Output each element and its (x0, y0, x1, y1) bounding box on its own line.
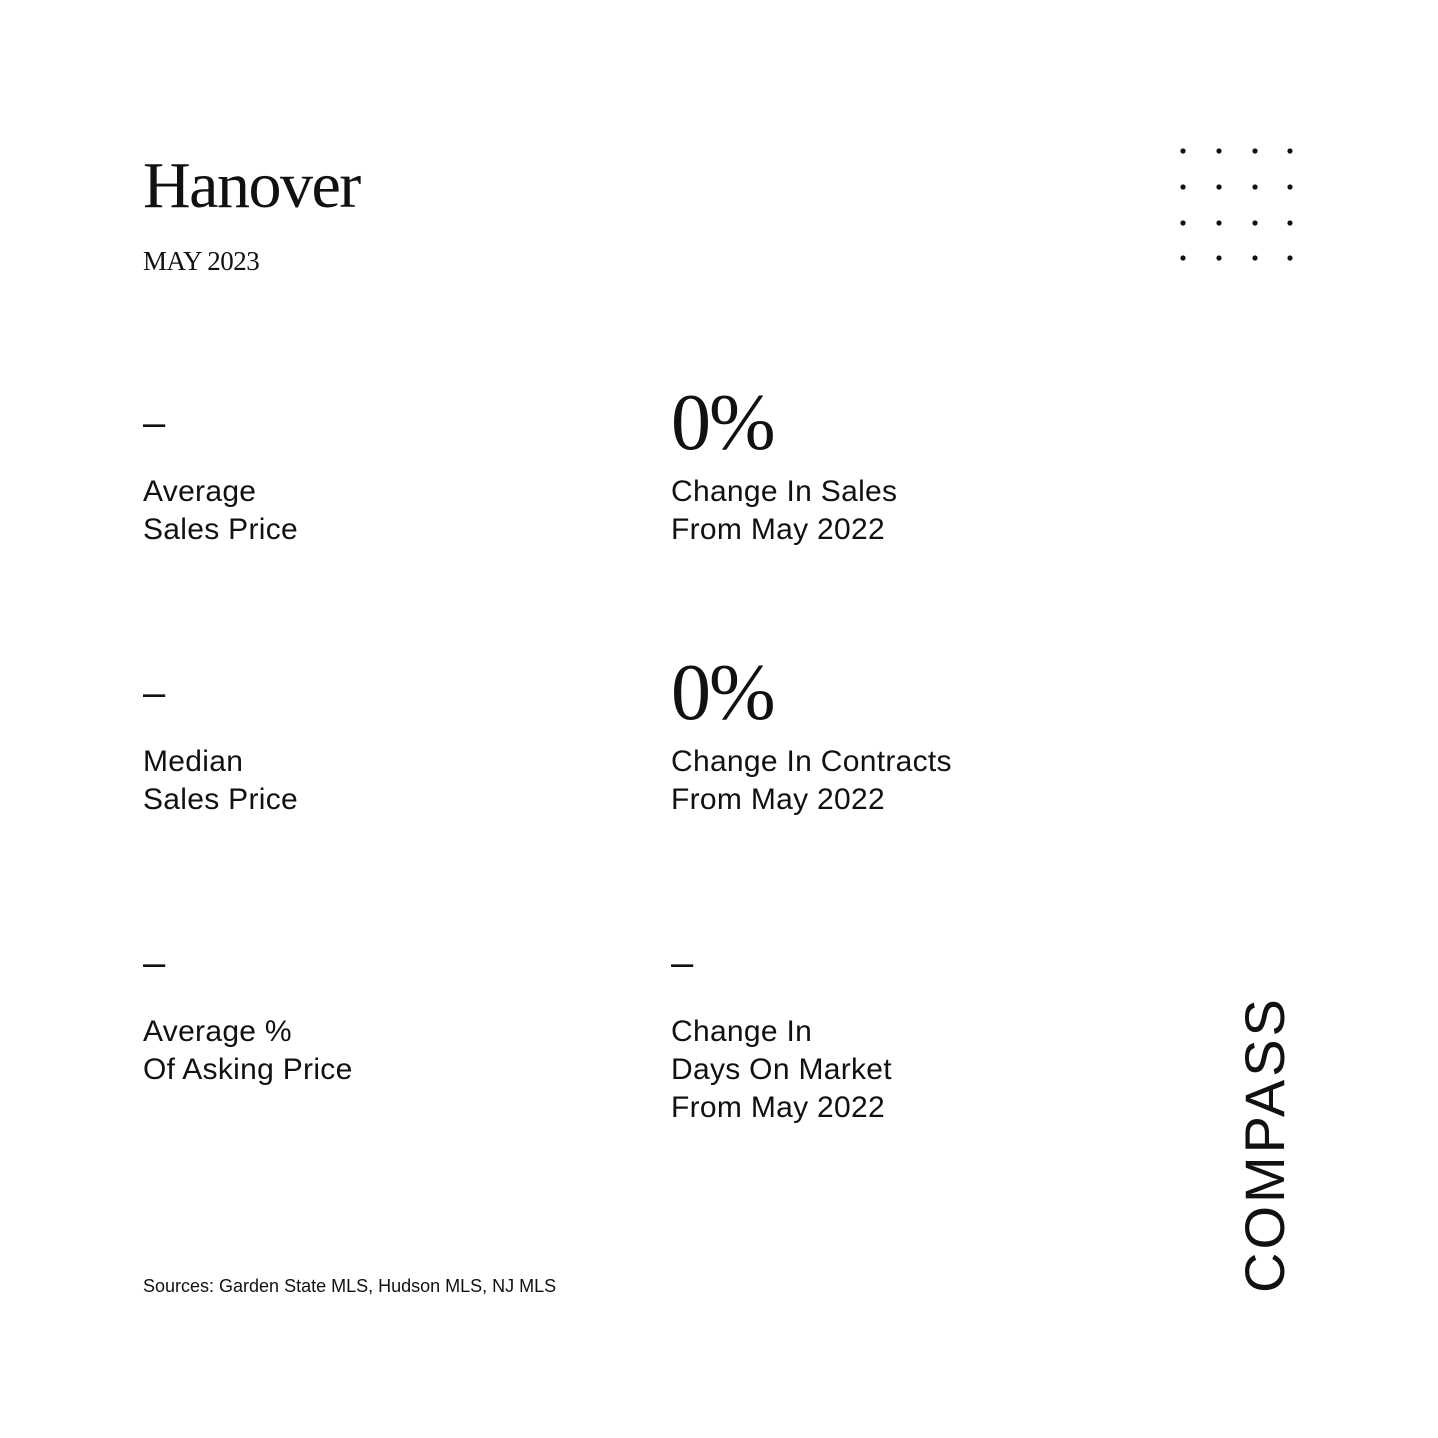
stat-label (671, 743, 1151, 819)
compass-logo-text: COMPASS (1233, 996, 1296, 1293)
stat-value: – (143, 671, 166, 715)
dot-grid-icon (1176, 145, 1296, 265)
stat-average-sales-price (143, 383, 623, 549)
stat-label-line: From May 2022 (671, 513, 885, 546)
sources-note: Sources: Garden State MLS, Hudson MLS, NJ MLS (143, 1276, 557, 1296)
page-title: Hanover (143, 149, 360, 222)
stat-label-line: Change In Sales (671, 475, 898, 508)
stat-label-line: Of Asking Price (143, 1053, 353, 1086)
stat-value: 0% (671, 379, 774, 467)
stat-label (143, 743, 623, 819)
stat-label-line: Sales Price (143, 513, 299, 546)
stat-change-in-contracts (671, 649, 1151, 819)
stat-label (671, 1013, 1151, 1127)
stat-average-percent-of-asking (143, 923, 623, 1089)
stat-change-in-days-on-market (671, 923, 1151, 1127)
stat-label (143, 1013, 623, 1089)
stat-label-line: Change In (671, 1015, 813, 1048)
stat-value: 0% (671, 649, 774, 737)
stat-label (671, 473, 1151, 549)
stat-label-line: From May 2022 (671, 1091, 885, 1124)
stat-label-line: Change In Contracts (671, 745, 952, 778)
stat-label-line: Average % (143, 1015, 292, 1048)
stat-label-line: Average (143, 475, 257, 508)
stat-median-sales-price (143, 653, 623, 819)
stat-label-line: Days On Market (671, 1053, 892, 1086)
stat-change-in-sales (671, 379, 1151, 549)
stat-label-line: Sales Price (143, 783, 299, 816)
stat-label-line: Median (143, 745, 244, 778)
stat-value: – (143, 941, 166, 985)
stat-label (143, 473, 623, 549)
stat-value: – (671, 941, 694, 985)
stat-value: – (143, 401, 166, 445)
compass-logo (1233, 955, 1296, 1295)
report-date: MAY 2023 (143, 246, 260, 276)
stat-label-line: From May 2022 (671, 783, 885, 816)
